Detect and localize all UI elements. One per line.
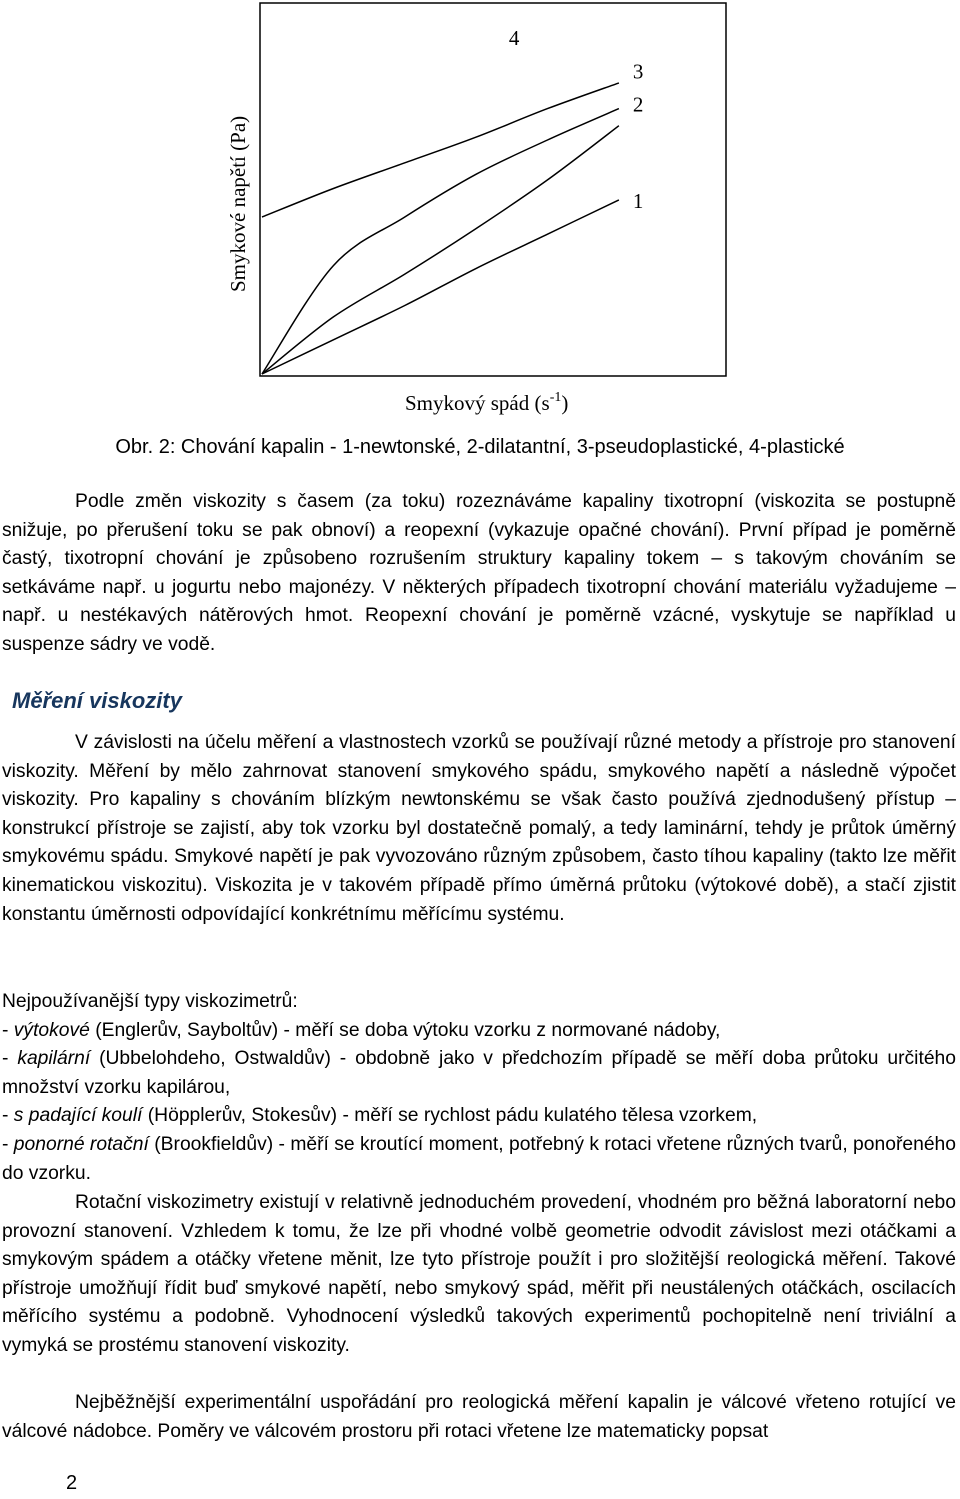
series-4-line	[262, 83, 619, 217]
page-number: 2	[66, 1472, 78, 1494]
series-3-label: 3	[632, 59, 644, 84]
y-axis-label: Smykové napětí (Pa)	[226, 115, 250, 292]
flow-curves-chart	[0, 0, 960, 430]
x-axis-label: Smykový spád $(s^{-1})$	[405, 390, 569, 415]
series-2-line	[262, 126, 619, 374]
list-item: - kapilární (Ubbelohdeho, Ostwaldův) - obdobně jako v předchozím případě se měří doba průtoku určitého množství vzorku kapilárou,	[2, 1048, 956, 1098]
paragraph-rotational: Rotační viskozimetry existují v relativně jednoduchém provedení, vhodném pro běžná laboratorní nebo provozní stanovení. Vzhledem k tomu, že lze při vhodné volbě geometrie odvodit závislost mezi otáčkami a smykovým spádem a otáčky vřetene měnit, lze tyto přístroje použít i pro složitější reologická měření. Takové přístroje umožňují řídit buď smykové napětí, nebo smykový spád, měřit při neustálených otáčkách, oscilacích měřícího systému a podobně. Vyhodnocení výsledků takových experimentů pochopitelně není triviální a vymyká se prostému stanovení viskozity.	[2, 1192, 956, 1356]
series-1-label: 1	[632, 188, 644, 213]
series-labels	[509, 26, 644, 213]
list-item: - výtokové (Englerův, Sayboltův) - měří se doba výtoku vzorku z normované nádoby,	[2, 1019, 721, 1041]
paragraph-measurement: V závislosti na účelu měření a vlastnostech vzorků se používají různé metody a přístroje pro stanovení viskozity. Měření by mělo zahrnovat stanovení smykového spádu, smykového napětí a následně výpočet viskozity. Pro kapaliny s chováním blízkým newtonskému se však často používá zjednodušený přístup – konstrukcí přístroje se zajistí, aby tok vzorku byl dostatečně pomalý, a tedy laminární, tehdy je průtok úměrný smykovému spádu. Smykové napětí je pak vyvozováno různým způsobem, často tíhou kapaliny (takto lze měřit kinematickou viskozitu). Viskozita je v takovém případě přímo úměrná průtoku (výtokové době), a stačí zjistit konstantu úměrnosti odpovídající konkrétnímu měřícímu systému.	[2, 732, 956, 925]
list-item: - ponorné rotační (Brookfieldův) - měří se kroutící moment, potřebný k rotaci vřetene různých tvarů, ponořeného do vzorku.	[2, 1133, 956, 1184]
figure-caption: Obr. 2: Chování kapalin - 1-newtonské, 2-dilatantní, 3-pseudoplastické, 4-plastické	[115, 436, 845, 458]
series-3-line	[262, 109, 619, 374]
series-layer	[262, 83, 619, 374]
section-heading: Měření viskozity	[12, 688, 182, 713]
paragraph-thixotropy: Podle změn viskozity s časem (za toku) rozeznáváme kapaliny tixotropní (viskozita se postupně snižuje, po přerušení toku se pak obnoví) a reopexní (vykazuje opačné chování). První případ je poměrně častý, tixotropní chování je způsobeno rozrušením struktury kapaliny tokem – s takovým chováním se setkáváme např. u jogurtu nebo majonézy. V některých případech tixotropní chování materiálu vyžadujeme – např. u nestékavých nátěrových hmot. Reopexní chování je poměrně vzácné, vyskytuje se například u suspenze sádry ve vodě.	[2, 491, 956, 655]
viscometer-types	[2, 988, 956, 1188]
series-1-line	[262, 200, 619, 374]
paragraph-experimental: Nejběžnější experimentální uspořádání pro reologická měření kapalin je válcové vřeteno rotující ve válcové nádobce. Poměry ve válcovém prostoru při rotaci vřetene lze matematicky popsat	[2, 1392, 956, 1442]
series-4-label: 4	[508, 25, 520, 50]
list-item: - s padající koulí (Höpplerův, Stokesův) - měří se rychlost pádu kulatého tělesa vzorkem,	[2, 1105, 758, 1127]
list-intro: Nejpoužívanější typy viskozimetrů:	[2, 991, 298, 1012]
series-2-label: 2	[632, 92, 644, 117]
